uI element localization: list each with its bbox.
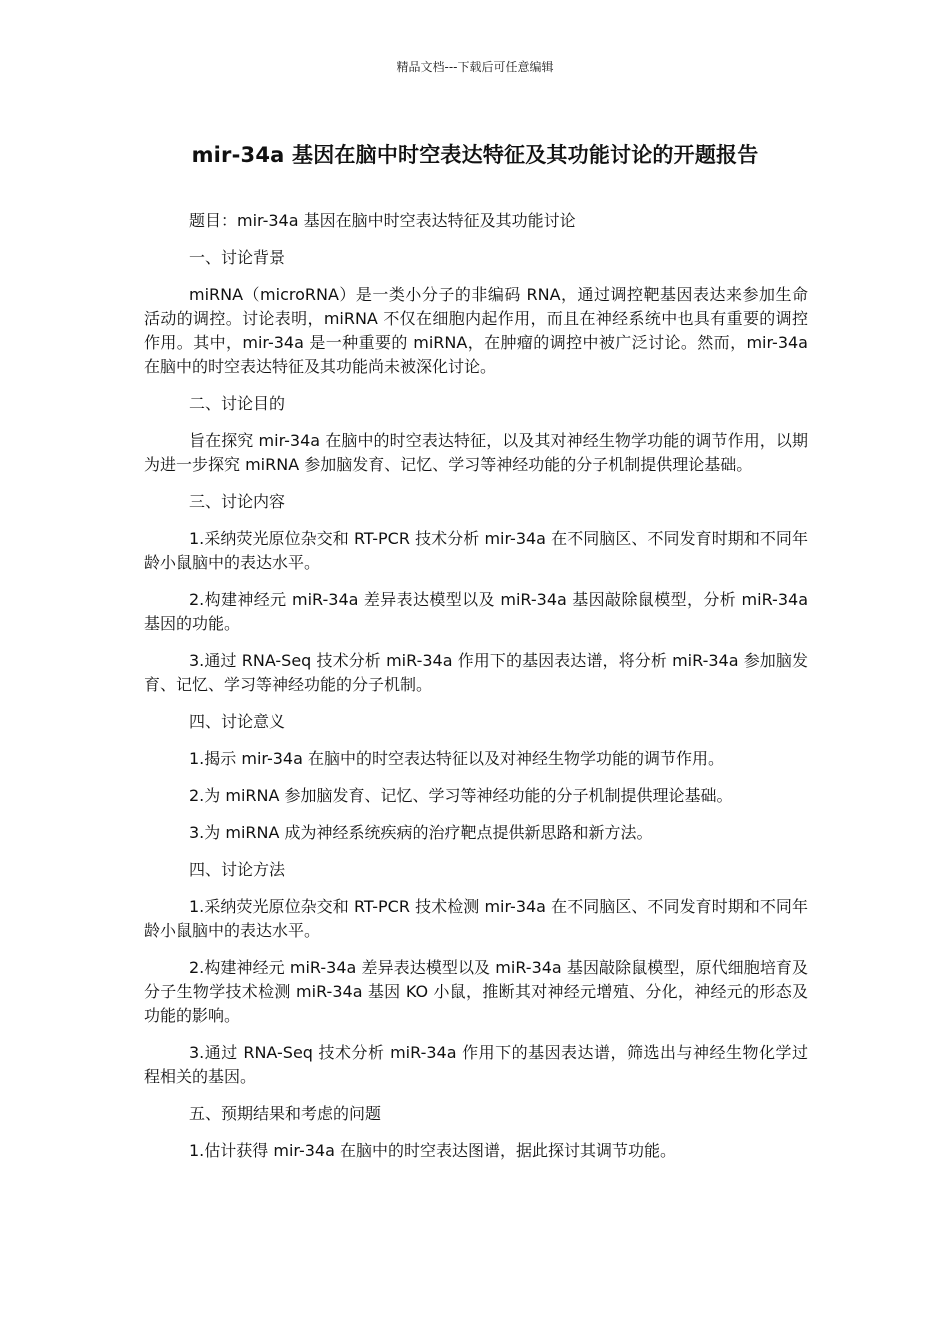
paragraph-content-3: 3.通过 RNA-Seq 技术分析 miR-34a 作用下的基因表达谱，将分析 miR-34a 参加脑发育、记忆、学习等神经功能的分子机制。 [144, 651, 808, 694]
header-note: 精品文档---下载后可任意编辑 [396, 60, 554, 74]
paragraph-methods-2: 2.构建神经元 miR-34a 差异表达模型以及 miR-34a 基因敲除鼠模型，原代细胞培育及分子生物学技术检测 miR-34a 基因 KO 小鼠，推断其对神经元增殖、分化，神经元的形态及功能的影响。 [144, 958, 808, 1025]
section-heading-expected-results: 五、预期结果和考虑的问题 [189, 1104, 382, 1123]
paragraph-content-2: 2.构建神经元 miR-34a 差异表达模型以及 miR-34a 基因敲除鼠模型，分析 miR-34a 基因的功能。 [144, 590, 808, 633]
section-heading-purpose: 二、讨论目的 [189, 394, 286, 413]
section-heading-methods: 四、讨论方法 [189, 860, 286, 879]
paragraph-topic: 题目：mir-34a 基因在脑中时空表达特征及其功能讨论 [189, 211, 576, 230]
paragraph-significance-3: 3.为 miRNA 成为神经系统疾病的治疗靶点提供新思路和新方法。 [189, 823, 653, 842]
paragraph-expected-results-1: 1.估计获得 mir-34a 在脑中的时空表达图谱，据此探讨其调节功能。 [189, 1141, 676, 1160]
section-heading-background: 一、讨论背景 [189, 248, 286, 267]
paragraph-background: miRNA（microRNA）是一类小分子的非编码 RNA，通过调控靶基因表达来参加生命活动的调控。讨论表明，miRNA 不仅在细胞内起作用，而且在神经系统中也具有重要的调控作用。其中，mir-34a 是一种重要的 miRNA，在肿瘤的调控中被广泛讨论。然而，mir-34a 在脑中的时空表达特征及其功能尚未被深化讨论。 [144, 285, 808, 376]
document-title: mir-34a 基因在脑中时空表达特征及其功能讨论的开题报告 [191, 143, 759, 167]
paragraph-content-1: 1.采纳荧光原位杂交和 RT-PCR 技术分析 mir-34a 在不同脑区、不同发育时期和不同年龄小鼠脑中的表达水平。 [144, 529, 808, 572]
paragraph-methods-1: 1.采纳荧光原位杂交和 RT-PCR 技术检测 mir-34a 在不同脑区、不同发育时期和不同年龄小鼠脑中的表达水平。 [144, 897, 808, 940]
paragraph-significance-1: 1.揭示 mir-34a 在脑中的时空表达特征以及对神经生物学功能的调节作用。 [189, 749, 724, 768]
paragraph-methods-3: 3.通过 RNA-Seq 技术分析 miR-34a 作用下的基因表达谱，筛选出与神经生物化学过程相关的基因。 [144, 1043, 808, 1086]
document-body [144, 209, 808, 1176]
paragraph-purpose: 旨在探究 mir-34a 在脑中的时空表达特征，以及其对神经生物学功能的调节作用，以期为进一步探究 miRNA 参加脑发育、记忆、学习等神经功能的分子机制提供理论基础。 [144, 431, 808, 474]
section-heading-significance: 四、讨论意义 [189, 712, 286, 731]
section-heading-content: 三、讨论内容 [189, 492, 286, 511]
paragraph-significance-2: 2.为 miRNA 参加脑发育、记忆、学习等神经功能的分子机制提供理论基础。 [189, 786, 733, 805]
